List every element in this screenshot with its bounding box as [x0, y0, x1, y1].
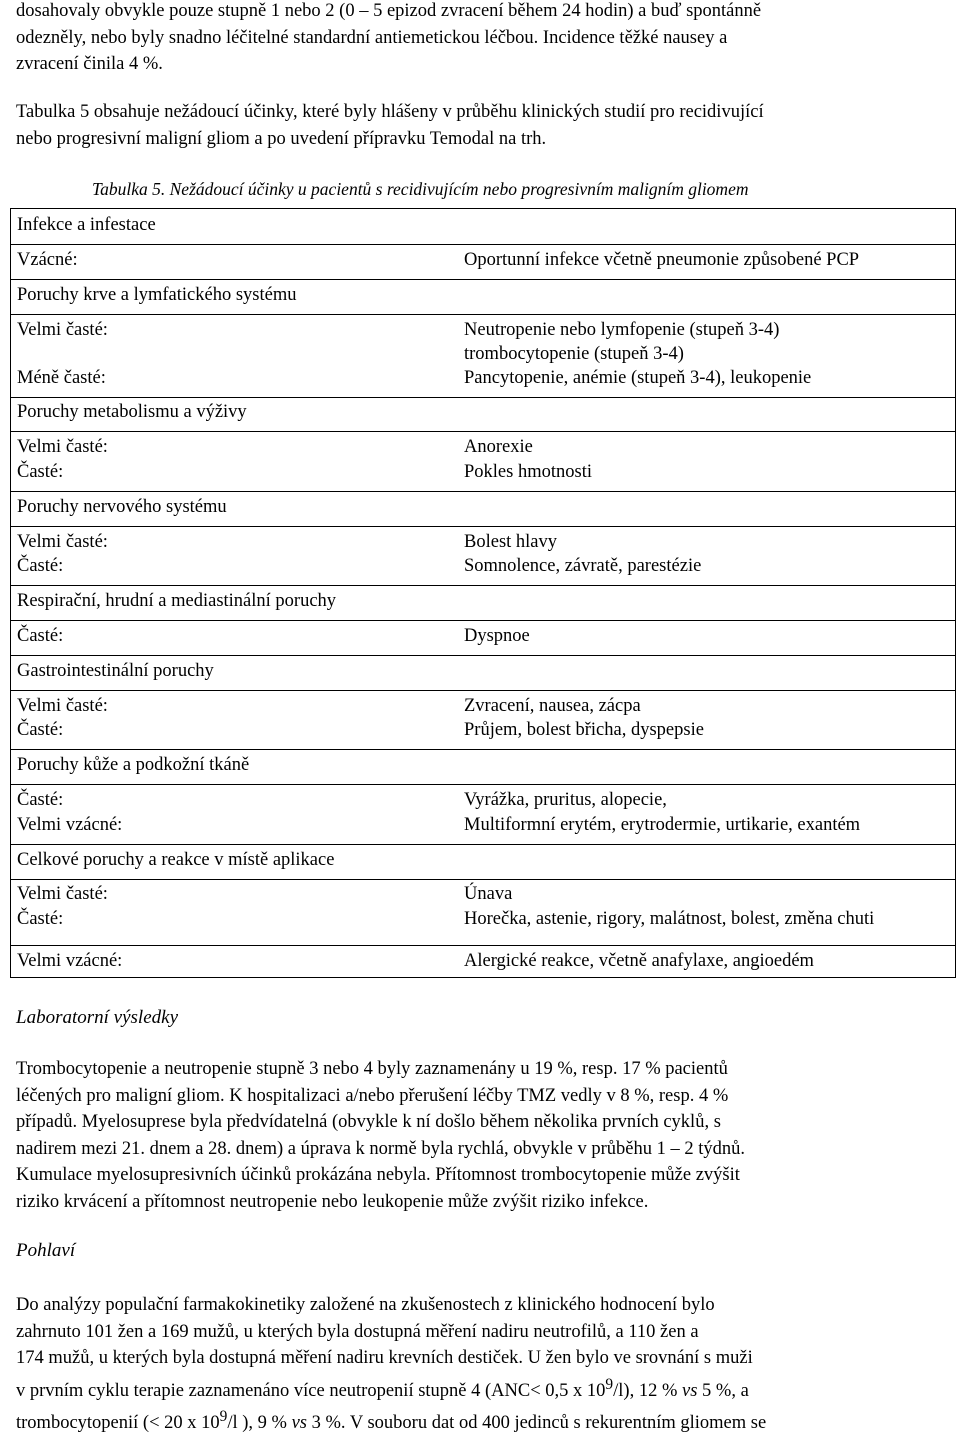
- gender-line: zahrnuto 101 žen a 169 mužů, u kterých byla dostupná měření nadiru neutrofilů, a 110 žen a: [16, 1321, 699, 1342]
- table-divider: [11, 244, 955, 245]
- table-divider: [11, 784, 955, 785]
- intro-line: nebo progresivní maligní gliom a po uvedení přípravku Temodal na trh.: [16, 128, 547, 149]
- gender-line: [16, 1372, 946, 1405]
- gender-line: [16, 1404, 946, 1437]
- table-effect: Dyspnoe: [464, 626, 530, 646]
- table-divider: [11, 585, 955, 586]
- table-effect: Průjem, bolest břicha, dyspepsie: [464, 720, 704, 740]
- table-divider: [11, 491, 955, 492]
- intro-line: Tabulka 5 obsahuje nežádoucí účinky, které byly hlášeny v průběhu klinických studií pro recidivující: [16, 102, 764, 122]
- gender-text: /l ), 9 %: [227, 1413, 292, 1434]
- table-effect: trombocytopenie (stupeň 3-4): [464, 344, 684, 364]
- table-effect: Únava: [464, 884, 513, 904]
- table-section-label: Poruchy krve a lymfatického systému: [17, 285, 297, 305]
- table-section-label: Poruchy kůže a podkožní tkáně: [17, 755, 250, 775]
- gender-text: trombocytopenií (< 20 x 10: [16, 1413, 220, 1434]
- table-section-label: Poruchy nervového systému: [17, 497, 227, 517]
- table-effect: Neutropenie nebo lymfopenie (stupeň 3-4): [464, 320, 780, 340]
- superscript: 9: [219, 1408, 228, 1426]
- table-section-label: Respirační, hrudní a mediastinální poruchy: [17, 591, 337, 611]
- superscript: 9: [605, 1375, 614, 1393]
- table-frequency-label: Časté:: [17, 626, 64, 646]
- table-frequency-label: Velmi časté:: [17, 437, 108, 457]
- intro-line: dosahovaly obvykle pouze stupně 1 nebo 2 (0 – 5 epizod zvracení během 24 hodin) a buď spontánně: [16, 1, 762, 21]
- lab-line: Trombocytopenie a neutropenie stupně 3 nebo 4 byly zaznamenány u 19 %, resp. 17 % pacientů: [16, 1059, 728, 1079]
- table-section-label: Poruchy metabolismu a výživy: [17, 402, 247, 422]
- table-divider: [11, 690, 955, 691]
- gender-text: v prvním cyklu terapie zaznamenáno více neutropenií stupně 4 (ANC< 0,5 x 10: [16, 1380, 606, 1401]
- table-divider: [11, 397, 955, 398]
- gender-text: /l), 12 %: [613, 1380, 682, 1401]
- table-caption: Tabulka 5. Nežádoucí účinky u pacientů s recidivujícím nebo progresivním maligním gliomem: [92, 179, 749, 199]
- lab-line: riziko krvácení a přítomnost neutropenie nebo leukopenie může zvýšit riziko infekce.: [16, 1191, 649, 1212]
- table-frequency-label: Časté:: [17, 462, 64, 482]
- table-divider: [11, 314, 955, 315]
- table-frequency-label: Velmi časté:: [17, 320, 108, 340]
- table-effect: Multiformní erytém, erytrodermie, urtikarie, exantém: [464, 815, 861, 835]
- table-effect: Somnolence, závratě, parestézie: [464, 556, 702, 576]
- table-frequency-label: Velmi časté:: [17, 532, 108, 552]
- table-effect: Zvracení, nausea, zácpa: [464, 696, 641, 716]
- table-frequency-label: Velmi časté:: [17, 696, 108, 716]
- gender-heading: Pohlaví: [16, 1240, 76, 1261]
- table-effect: Oportunní infekce včetně pneumonie způsobené PCP: [464, 250, 860, 270]
- table-frequency-label: Méně časté:: [17, 368, 106, 388]
- table-divider: [11, 844, 955, 845]
- table-frequency-label: Časté:: [17, 790, 64, 810]
- gender-paragraph: [16, 1292, 946, 1437]
- lab-line: léčených pro maligní gliom. K hospitalizaci a/nebo přerušení léčby TMZ vedly v 8 %, resp. 4 %: [16, 1085, 729, 1106]
- table-divider: [11, 879, 955, 880]
- intro-paragraph: [16, 0, 946, 78]
- gender-line: 174 mužů, u kterých byla dostupná měření nadiru krevních destiček. U žen bylo ve srovnání s muži: [16, 1348, 753, 1368]
- table-effect: Vyrážka, pruritus, alopecie,: [464, 790, 667, 810]
- table-frequency-label: Velmi vzácné:: [17, 815, 123, 835]
- intro-line: zvracení činila 4 %.: [16, 54, 163, 74]
- lab-line: nadirem mezi 21. dnem a 28. dnem) a úprava k normě byla rychlá, obvykle v průběhu 1 – 2 týdnů.: [16, 1138, 746, 1159]
- table-frequency-label: Časté:: [17, 909, 64, 929]
- table-divider: [11, 749, 955, 750]
- table-effect: Pokles hmotnosti: [464, 462, 592, 482]
- table-divider: [11, 655, 955, 656]
- table-divider: [11, 279, 955, 280]
- table-effect: Anorexie: [464, 437, 533, 457]
- gender-text: 3 %. V souboru dat od 400 jedinců s rekurentním gliomem se: [307, 1413, 767, 1434]
- table-effect: Bolest hlavy: [464, 532, 558, 552]
- lab-line: případů. Myelosuprese byla předvídatelná (obvykle k ní došlo během několika prvních cyklů, s: [16, 1112, 721, 1132]
- gender-text: 5 %, a: [697, 1380, 749, 1401]
- table-frequency-label: Velmi vzácné:: [17, 951, 123, 971]
- lab-results-heading: Laboratorní výsledky: [16, 1007, 179, 1028]
- gender-line: Do analýzy populační farmakokinetiky založené na zkušenostech z klinického hodnocení bylo: [16, 1295, 715, 1315]
- table-section-label: Infekce a infestace: [17, 215, 156, 235]
- table-effect: Pancytopenie, anémie (stupeň 3-4), leukopenie: [464, 368, 812, 388]
- table-section-label: Celkové poruchy a reakce v místě aplikace: [17, 850, 335, 870]
- table-divider: [11, 526, 955, 527]
- table-effect: Horečka, astenie, rigory, malátnost, bolest, změna chuti: [464, 909, 875, 929]
- table-frequency-label: Vzácné:: [17, 250, 78, 270]
- table-divider: [11, 431, 955, 432]
- table-divider: [11, 620, 955, 621]
- table-divider: [11, 945, 955, 946]
- table-section-label: Gastrointestinální poruchy: [17, 661, 214, 681]
- lab-results-paragraph: [16, 1056, 946, 1215]
- intro-line: odezněly, nebo byly snadno léčitelné standardní antiemetickou léčbou. Incidence těžké nausey a: [16, 27, 728, 48]
- versus-text: vs: [291, 1413, 307, 1434]
- table-frequency-label: Časté:: [17, 556, 64, 576]
- table-effect: Alergické reakce, včetně anafylaxe, angioedém: [464, 951, 814, 971]
- lab-line: Kumulace myelosupresivních účinků prokázána nebyla. Přítomnost trombocytopenie může zvýšit: [16, 1165, 740, 1185]
- table-frequency-label: Časté:: [17, 720, 64, 740]
- adverse-effects-table: [10, 208, 956, 978]
- table-intro-paragraph: [16, 99, 946, 152]
- table-frequency-label: Velmi časté:: [17, 884, 108, 904]
- versus-text: vs: [681, 1380, 698, 1401]
